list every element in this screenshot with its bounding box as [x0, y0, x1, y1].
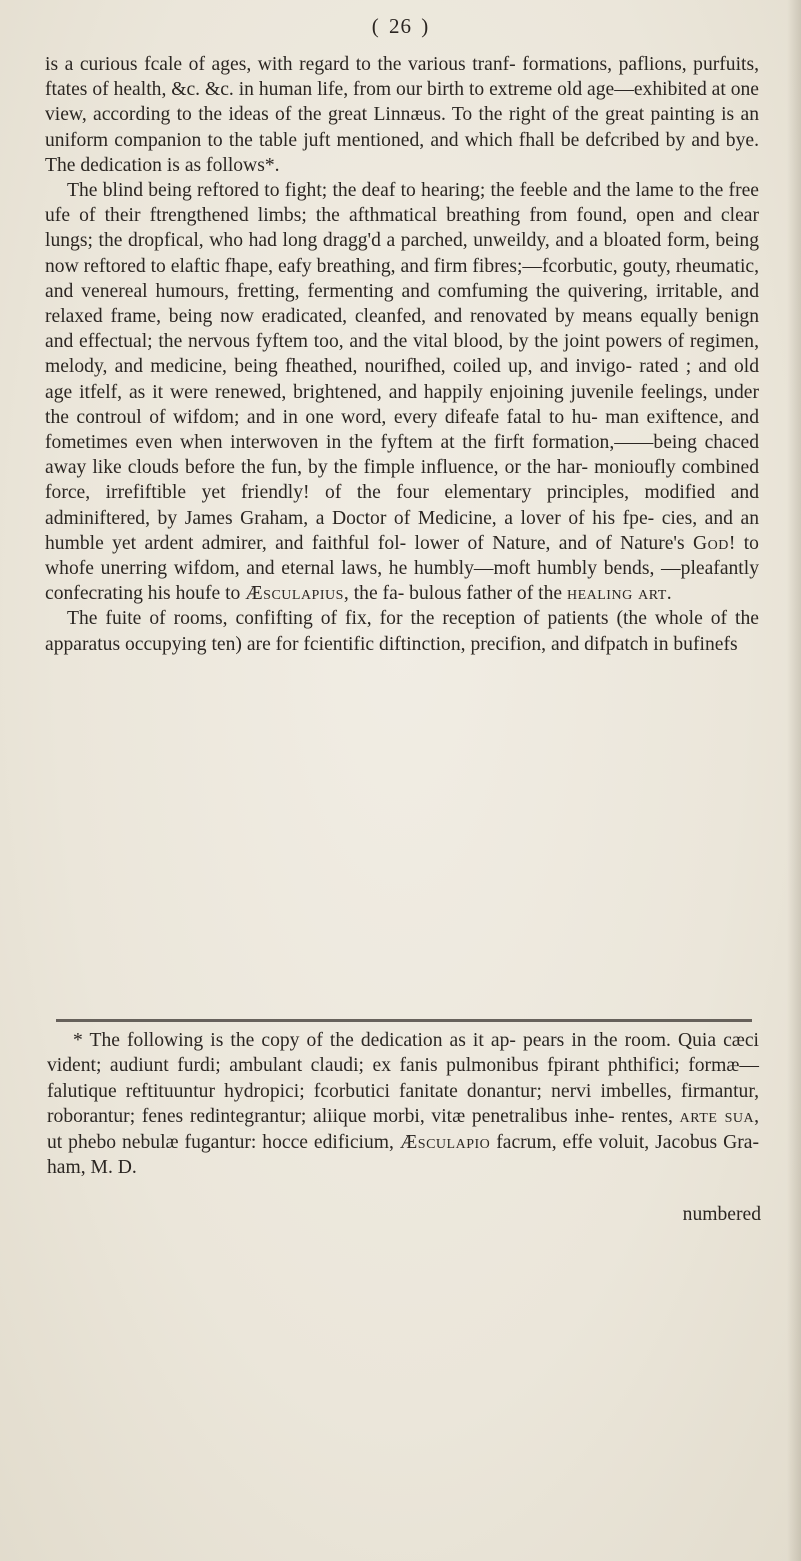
paragraph-curious-scale: is a curious fcale of ages, with regard to the various tranf- formations, paflions, purfuits, ftates of health, &c. &c. in human life, from our birth to extreme old age—exhibited at one view, according to the ideas of the great Linnæus. To the right of the great painting is an uniform companion to the table juft mentioned, and which fhall be defcribed by and bye. The dedication is as follows*. [45, 54, 759, 176]
footnote-arte-sua: arte sua [679, 1106, 755, 1128]
dedication-god: God [692, 532, 729, 554]
footnote [47, 1028, 759, 1180]
dedication-text-part-3: , the fa- bulous father of the [343, 583, 563, 605]
footnote-text-part-2: , ut phebo nebulæ fugantur: hocce edificium, [47, 1106, 759, 1153]
footnote-rule [56, 1019, 752, 1022]
dedication-text-part-1: The blind being reftored to fight; the deaf to hearing; the feeble and the lame to the free ufe of their ftrengthened limbs; the afthmatical breathing from found, open and clear lungs; the dropfical, who had long dragg'd a parched, unweildy, and a bloated form, being now reftored to elaftic fhape, eafy breathing, and firm fibres;—fcorbutic, gouty, rheumatic, and venereal humours, fretting, fermenting and comfuming the quivering, irritable, and relaxed frame, being now eradicated, cleanfed, and renovated by means equally benign and effectual; the nervous fyftem too, and the vital blood, by the joint powers of regimen, melody, and medicine, being fheathed, nourifhed, coiled up, and invigo- rated ; and old age itfelf, as it were renewed, brightened, and happily enjoining juvenile feelings, under the controul of wifdom; and in one word, every difeafe fatal to hu- man exiftence, and fometimes even when interwoven in the fyftem at the firft formation,——being chaced away like clouds before the fun, by the fimple influence, or the har- monioufly combined force, irrefiftible yet friendly! of the four elementary principles, modified and adminiftered, by James Graham, a Doctor of Medicine, a lover of his fpe- cies, and an humble yet ardent admirer, and faithful fol- lower of Nature, and of Nature's [45, 180, 759, 554]
dedication-text-part-4: . [666, 583, 672, 605]
main-text [45, 52, 759, 657]
catchword: numbered [682, 1204, 761, 1225]
footnote-aesculapio: Æsculapio [399, 1131, 491, 1153]
paragraph-dedication [45, 178, 759, 606]
footnote-text-part-3: facrum, effe voluit, Jacobus Gra- ham, M. D. [47, 1131, 759, 1179]
footnote-paragraph [47, 1028, 759, 1180]
page-header [0, 14, 801, 39]
paragraph-suite-of-rooms: The fuite of rooms, confifting of fix, for the reception of patients (the whole of the apparatus occupying ten) are for fcientific diftinction, precifion, and difpatch in bufinefs [45, 608, 759, 655]
footnote-text-part-1: * The following is the copy of the dedication as it ap- pears in the room. Quia cæci vident; audiunt furdi; ambulant claudi; ex fanis pulmonibus fpirant phthifici; formæ—falutique reftituuntur hydropici; fcorbutici fanitate donantur; nervi imbelles, firmantur, roborantur; fenes redintegrantur; aliique morbi, vitæ penetralibus inhe- rentes, [47, 1030, 759, 1128]
page-spine-shadow [787, 0, 801, 1561]
dedication-aesculapius: Æsculapius [245, 583, 344, 605]
header-close-paren: ) [421, 14, 430, 38]
dedication-healing-art: healing art [566, 583, 667, 605]
header-open-paren: ( [371, 14, 380, 38]
dedication-text-part-2: ! to whofe unerring wifdom, and eternal laws, he humbly—moft humbly bends, —pleafantly confecrating his houfe to [45, 532, 759, 605]
page-number: 26 [389, 14, 412, 38]
